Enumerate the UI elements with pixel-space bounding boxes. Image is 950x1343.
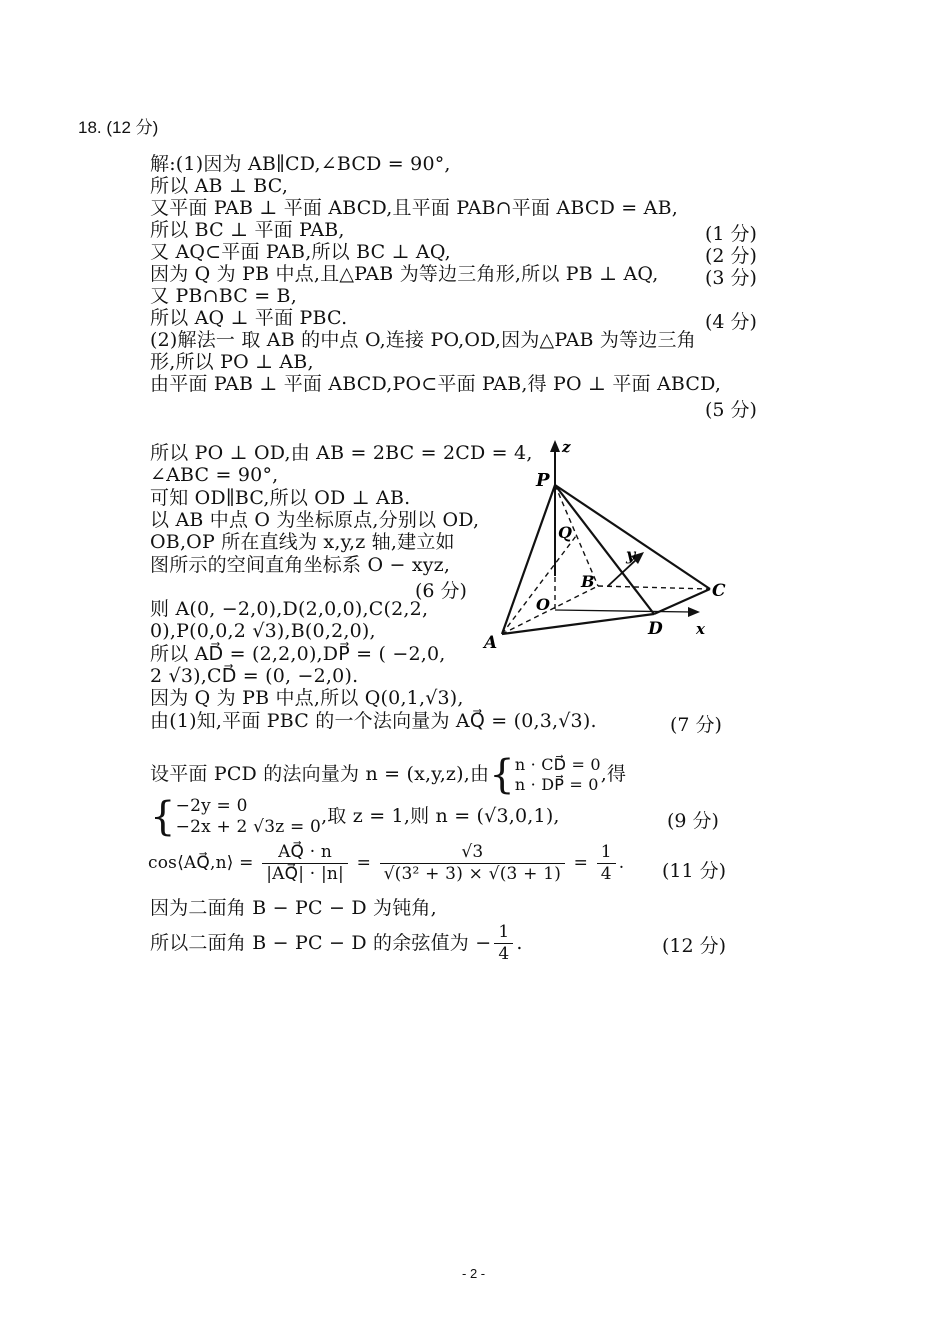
equation-system (176, 796, 321, 838)
fraction-1-denominator: |AQ⃗| · |n| (266, 864, 344, 884)
text-line: 形,所以 PO ⊥ AB, (150, 351, 314, 373)
label-P: P (536, 470, 550, 491)
pyramid-coordinate-figure (478, 436, 728, 656)
brace-icon: { (150, 794, 176, 840)
fraction-3-denominator: 4 (600, 864, 612, 884)
label-y: y (626, 545, 636, 564)
final-period: . (516, 932, 523, 954)
text-line: ∠ABC = 90°, (150, 464, 279, 487)
fraction-2-numerator: √3 (380, 842, 565, 864)
normal-vector-line (150, 753, 626, 797)
label-D: D (648, 619, 663, 639)
label-Q: Q (558, 523, 572, 542)
text-line: 又 AQ⊂平面 PAB,所以 BC ⊥ AQ, (150, 241, 451, 263)
normal-conditions (515, 755, 601, 795)
segment-AQ (502, 536, 576, 634)
text-line: 则 A(0, −2,0),D(2,0,0),C(2,2, (150, 598, 429, 621)
points-label: (1 分) (705, 223, 757, 245)
normal-intro: 设平面 PCD 的法向量为 n = (x,y,z),由 (150, 763, 490, 785)
x-axis (555, 610, 692, 612)
label-O: O (536, 595, 550, 614)
text-line: 因为 Q 为 PB 中点,且△PAB 为等边三角形,所以 PB ⊥ AQ, (150, 263, 659, 285)
text-line: 由(1)知,平面 PBC 的一个法向量为 AQ⃗ = (0,3,√3). (150, 709, 597, 732)
condition-1: n · CD⃗ = 0 (514, 755, 601, 774)
cosine-formula (148, 842, 624, 885)
points-9: (9 分) (667, 810, 719, 832)
points-12: (12 分) (662, 935, 727, 957)
condition-2: n · DP⃗ = 0 (514, 775, 599, 794)
x-axis-arrow (688, 607, 700, 617)
page-number: - 2 - (462, 1266, 486, 1281)
text-line: 以 AB 中点 O 为坐标原点,分别以 OD, (150, 508, 480, 531)
label-B: B (581, 572, 595, 591)
label-x: x (696, 620, 705, 638)
points-label: (3 分) (705, 267, 757, 289)
final-denominator: 4 (498, 944, 510, 964)
edge-PC (555, 485, 710, 589)
points-label: (7 分) (670, 713, 722, 736)
text-line: 又 PB∩BC = B, (150, 285, 297, 307)
problem-number: 18. (12 分) (78, 118, 159, 137)
text-line: 因为 Q 为 PB 中点,所以 Q(0,1,√3), (150, 687, 464, 710)
points-11: (11 分) (662, 860, 727, 882)
z-axis-arrow (550, 440, 560, 452)
text-line: (2)解法一 取 AB 的中点 O,连接 PO,OD,因为△PAB 为等边三角 (150, 329, 696, 351)
system-tail: ,取 z = 1,则 n = (√3,0,1), (321, 805, 560, 827)
edge-PD (555, 485, 654, 614)
text-line: 2 √3),CD⃗ = (0, −2,0). (150, 665, 359, 687)
brace-icon: { (489, 752, 515, 798)
final-answer (150, 922, 523, 965)
points-label: (4 分) (705, 311, 757, 333)
points-label: (5 分) (705, 399, 757, 421)
fraction-3-numerator: 1 (597, 842, 616, 864)
fraction-2 (380, 842, 565, 885)
text-line: 因为二面角 B − PC − D 为钝角, (150, 897, 437, 919)
fraction-2-denominator: √(3² + 3) × √(3 + 1) (383, 864, 562, 884)
equation-2: −2x + 2 √3z = 0 (175, 817, 322, 837)
text-line: 由平面 PAB ⊥ 平面 ABCD,PO⊂平面 PAB,得 PO ⊥ 平面 ABCD, (150, 373, 722, 395)
equation-1: −2y = 0 (175, 796, 248, 816)
text-line: 所以 AQ ⊥ 平面 PBC. (150, 307, 348, 329)
text-line: 所以 PO ⊥ OD,由 AB = 2BC = 2CD = 4, (150, 442, 533, 464)
text-line: 所以 AD⃗ = (2,2,0),DP⃗ = ( −2,0, (150, 642, 446, 665)
equation-system-line (150, 795, 560, 839)
label-z: z (562, 438, 571, 456)
edge-AD (502, 614, 654, 634)
edge-BC (598, 586, 710, 589)
text-line: 解:(1)因为 AB∥CD,∠BCD = 90°, (150, 153, 451, 175)
label-A: A (484, 633, 498, 653)
equals-sign-2: = (573, 853, 589, 873)
fraction-1 (262, 842, 348, 885)
text-line: 又平面 PAB ⊥ 平面 ABCD,且平面 PAB∩平面 ABCD = AB, (150, 197, 678, 219)
text-line: 所以 BC ⊥ 平面 PAB, (150, 219, 345, 241)
text-line: OB,OP 所在直线为 x,y,z 轴,建立如 (150, 531, 455, 554)
final-text: 所以二面角 B − PC − D 的余弦值为 − (150, 932, 492, 954)
label-C: C (712, 581, 726, 601)
fraction-1-numerator: AQ⃗ · n (262, 842, 348, 864)
final-numerator: 1 (494, 922, 513, 944)
fraction-3 (597, 842, 616, 885)
period: . (618, 853, 625, 873)
text-line: 所以 AB ⊥ BC, (150, 175, 289, 197)
text-line: 可知 OD∥BC,所以 OD ⊥ AB. (150, 486, 411, 509)
text-line: 图所示的空间直角坐标系 O − xyz, (150, 553, 451, 576)
text-line: 0),P(0,0,2 √3),B(0,2,0), (150, 620, 376, 643)
final-fraction (494, 922, 513, 965)
cosine-lhs: cos⟨AQ⃗,n⟩ = (148, 853, 254, 873)
points-label: (6 分) (415, 579, 467, 602)
points-label: (2 分) (705, 245, 757, 267)
edge-DC (654, 589, 710, 614)
equals-sign: = (356, 853, 372, 873)
normal-tail: ,得 (600, 763, 627, 785)
